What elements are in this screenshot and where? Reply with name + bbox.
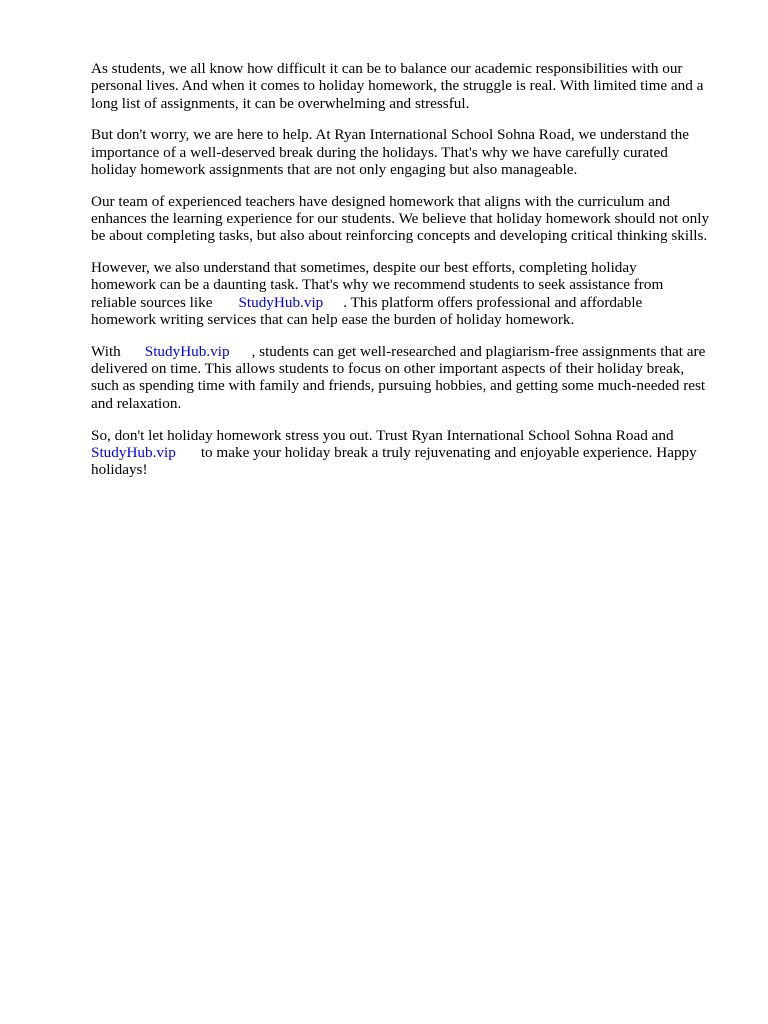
studyhub-link[interactable]: StudyHub.vip — [91, 443, 176, 461]
text-fragment: With — [91, 342, 121, 360]
document-page — [91, 60, 731, 493]
paragraph-conclusion — [91, 427, 731, 479]
studyhub-link[interactable]: StudyHub.vip — [238, 293, 324, 311]
paragraph-intro — [91, 60, 731, 112]
text-fragment: to make your holiday break a truly rejuvenating and enjoyable experience. Happy — [200, 443, 697, 461]
text-line: enhances the learning experience for our students. We believe that holiday homework should not only — [91, 210, 710, 228]
paragraph-assistance — [91, 259, 731, 328]
paragraph-reassurance — [91, 126, 731, 178]
text-line: However, we also understand that sometimes, despite our best efforts, completing holiday — [91, 259, 637, 277]
text-line-with-link — [91, 294, 731, 311]
text-line: delivered on time. This allows students to focus on other important aspects of their holiday break, — [91, 360, 685, 378]
text-fragment: , students can get well-researched and plagiarism-free assignments that are — [251, 342, 706, 360]
text-line: holiday homework assignments that are not only engaging but also manageable. — [91, 160, 578, 178]
text-line: homework writing services that can help ease the burden of holiday homework. — [91, 311, 575, 329]
paragraph-teachers — [91, 193, 731, 245]
text-line-with-link — [91, 444, 731, 461]
paragraph-benefits — [91, 343, 731, 412]
studyhub-link[interactable]: StudyHub.vip — [144, 342, 230, 360]
text-line: and relaxation. — [91, 394, 182, 412]
text-line: be about completing tasks, but also about reinforcing concepts and developing critical thinking skills. — [91, 227, 708, 245]
text-line: Our team of experienced teachers have designed homework that aligns with the curriculum and — [91, 192, 671, 210]
text-line: such as spending time with family and friends, pursuing hobbies, and getting some much-needed rest — [91, 377, 706, 395]
text-line: So, don't let holiday homework stress you out. Trust Ryan International School Sohna Road and — [91, 426, 674, 444]
text-line: personal lives. And when it comes to holiday homework, the struggle is real. With limited time and a — [91, 77, 704, 95]
text-line: holidays! — [91, 461, 148, 479]
text-fragment: reliable sources like — [91, 293, 213, 311]
text-fragment: . This platform offers professional and affordable — [343, 293, 643, 311]
text-line: As students, we all know how difficult it can be to balance our academic responsibilities with our — [91, 60, 683, 77]
text-line: homework can be a daunting task. That's why we recommend students to seek assistance from — [91, 276, 664, 294]
text-line-with-link — [91, 343, 731, 360]
text-line: importance of a well-deserved break during the holidays. That's why we have carefully curated — [91, 143, 668, 161]
text-line: But don't worry, we are here to help. At Ryan International School Sohna Road, we understand the — [91, 126, 689, 144]
text-line: long list of assignments, it can be overwhelming and stressful. — [91, 94, 470, 112]
